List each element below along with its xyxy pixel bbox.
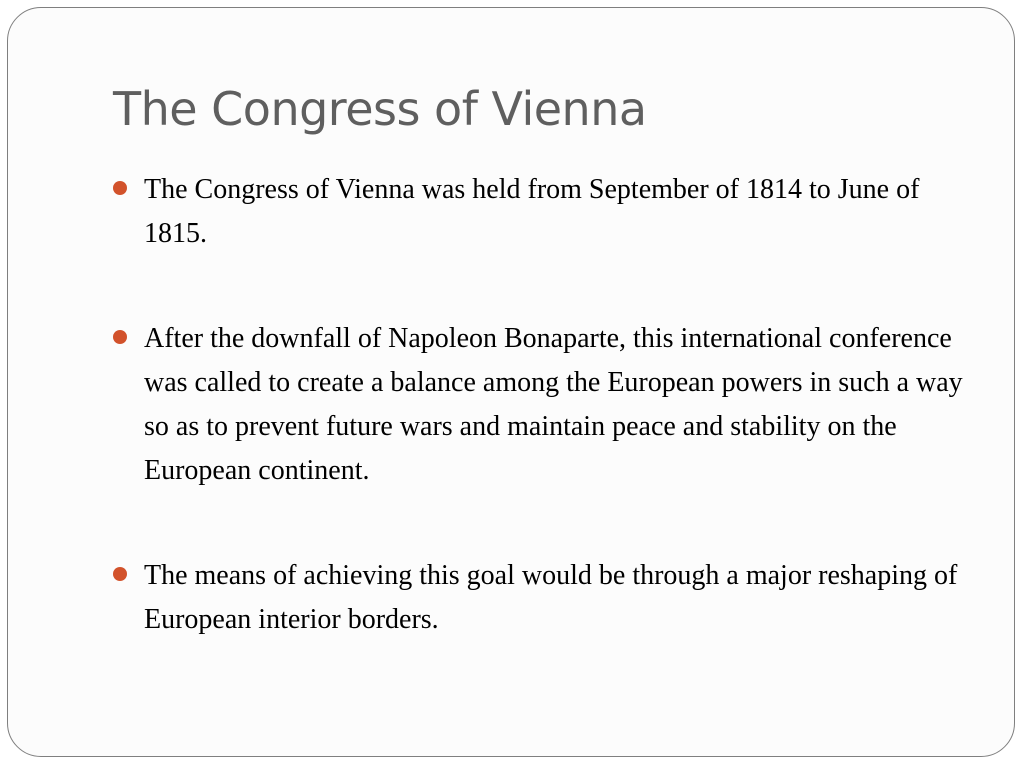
bullet-list bbox=[113, 168, 963, 703]
slide-title: The Congress of Vienna bbox=[113, 82, 647, 136]
bullet-text: The means of achieving this goal would be through a major reshaping of European interior borders. bbox=[144, 560, 958, 635]
bullet-dot-icon bbox=[113, 181, 127, 195]
bullet-text: The Congress of Vienna was held from September of 1814 to June of 1815. bbox=[144, 174, 920, 249]
bullet-text: After the downfall of Napoleon Bonaparte, this international conference was called to create a balance among the European powers in such a way so as to prevent future wars and maintain peace and stability on the European continent. bbox=[144, 323, 963, 486]
bullet-item bbox=[113, 554, 963, 642]
bullet-item bbox=[113, 168, 963, 256]
bullet-dot-icon bbox=[113, 567, 127, 581]
bullet-dot-icon bbox=[113, 330, 127, 344]
bullet-item bbox=[113, 317, 963, 493]
